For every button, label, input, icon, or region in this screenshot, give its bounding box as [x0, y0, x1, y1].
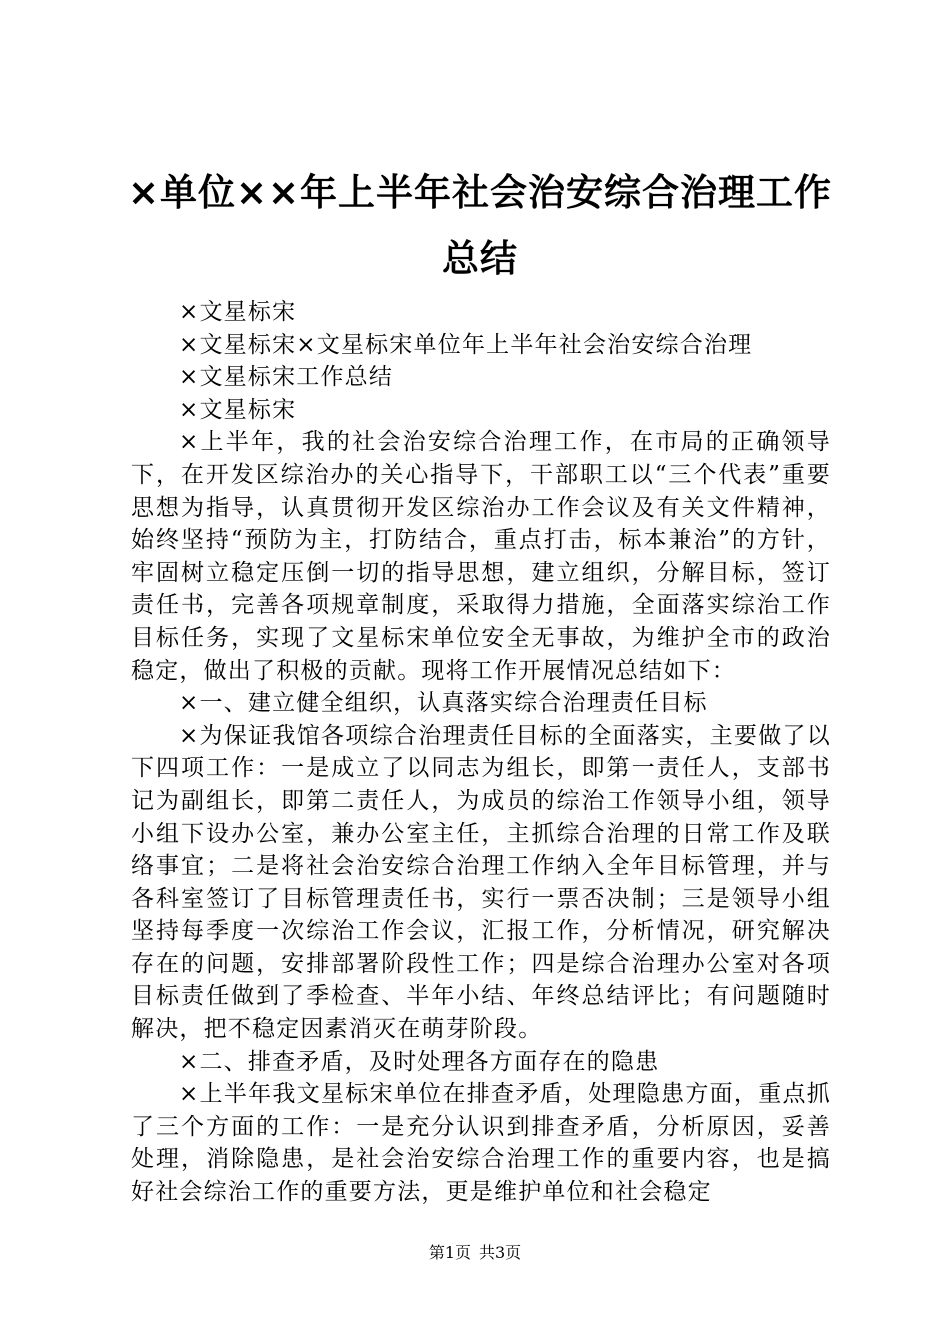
page-footer — [0, 1242, 950, 1264]
document-title: ×单位××年上半年社会治安综合治理工作总结 — [127, 171, 832, 280]
body-paragraph: ×文星标宋×文星标宋单位年上半年社会治安综合治理 — [179, 331, 753, 358]
section-heading: ×一、建立健全组织，认真落实综合治理责任目标 — [179, 690, 708, 717]
body-paragraph: ×文星标宋工作总结 — [179, 364, 394, 391]
section-heading: ×二、排查矛盾，及时处理各方面存在的隐患 — [179, 1048, 660, 1075]
body-paragraph: ×文星标宋 — [179, 396, 297, 423]
body-paragraph: ×为保证我馆各项综合治理责任目标的全面落实，主要做了以下四项工作：一是成立了以同志为组长，即第一责任人，支部书记为副组长，即第二责任人，为成员的综治工作领导小组，领导小组下设办公室，兼办公室主任，主抓综合治理的日常工作及联络事宜；二是将社会治安综合治理工作纳入全年目标管理，并与各科室签订了目标管理责任书，实行一票否决制；三是领导小组坚持每季度一次综治工作会议，汇报工作，分析情况，研究解决存在的问题，安排部署阶段性工作；四是综合治理办公室对各项目标责任做到了季检查、半年小结、年终总结评比；有问题随时解决，把不稳定因素消灭在萌芽阶段。 — [131, 722, 831, 1043]
body-paragraph: ×上半年我文星标宋单位在排查矛盾，处理隐患方面，重点抓了三个方面的工作：一是充分认识到排查矛盾，分析原因，妥善处理，消除隐患，是社会治安综合治理工作的重要内容，也是搞好社会综治工作的重要方法，更是维护单位和社会稳定 — [131, 1081, 831, 1206]
page-total: 共3页 — [479, 1243, 522, 1262]
body-paragraph: ×文星标宋 — [179, 299, 297, 325]
page-number: 第1页 — [428, 1243, 471, 1262]
body-paragraph: ×上半年，我的社会治安综合治理工作，在市局的正确领导下，在开发区综治办的关心指导下，干部职工以“三个代表”重要思想为指导，认真贯彻开发区综治办工作会议及有关文件精神，始终坚持“预防为主，打防结合，重点打击，标本兼治”的方针，牢固树立稳定压倒一切的指导思想，建立组织，分解目标，签订责任书，完善各项规章制度，采取得力措施，全面落实综治工作目标任务，实现了文星标宋单位安全无事故，为维护全市的政治稳定，做出了积极的贡献。现将工作开展情况总结如下： — [131, 429, 831, 684]
document-body — [131, 296, 831, 1209]
